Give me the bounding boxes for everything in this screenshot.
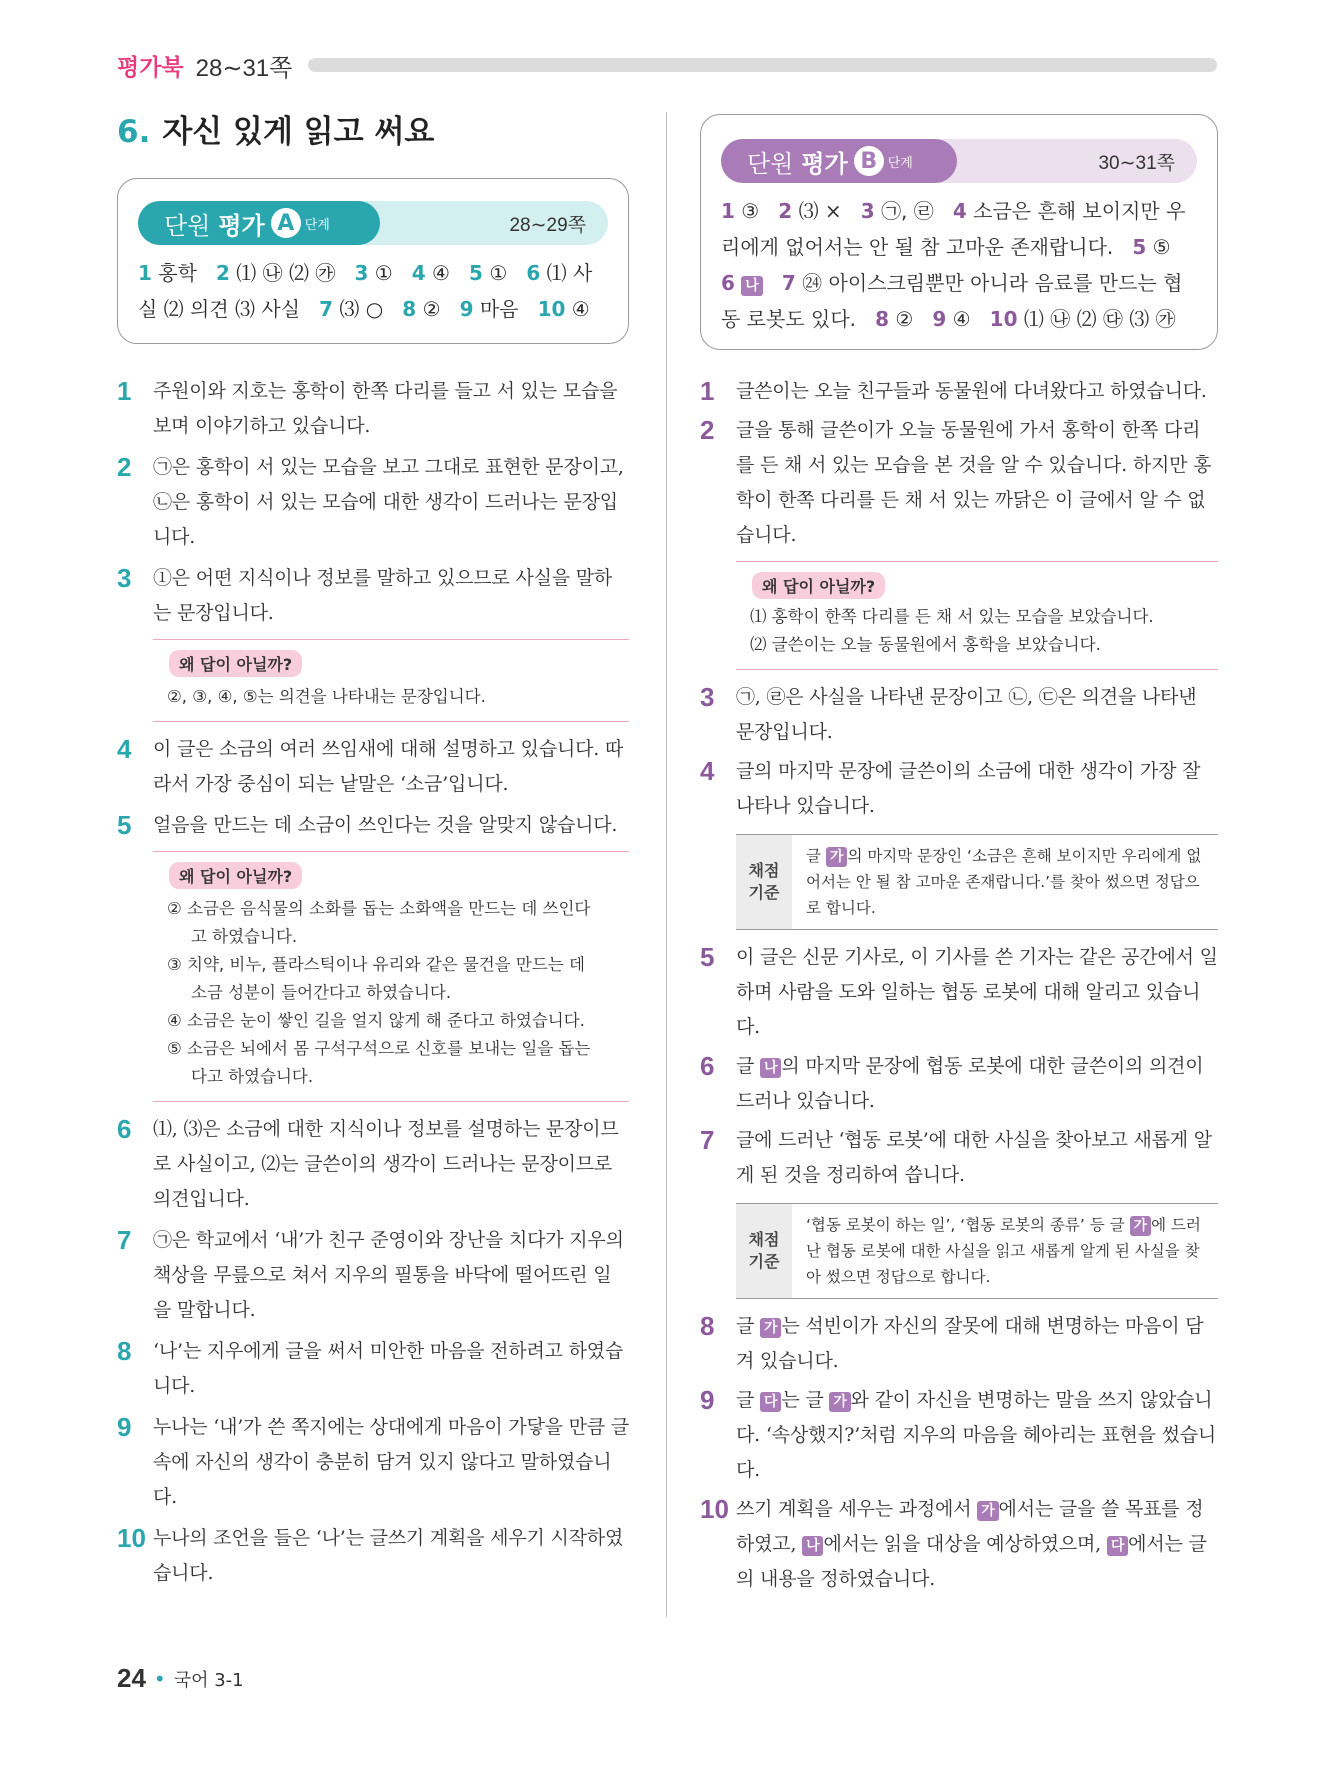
passage-tag: 가 (760, 1318, 781, 1338)
answer-number: 5 (1132, 235, 1147, 259)
scoring-text-part: 에 드러난 협동 로봇에 대한 사실을 읽고 새롭게 알게 된 사실을 찾아 썼으면 정답으로 합니다. (806, 1216, 1201, 1286)
eval-b-level: B (854, 146, 884, 176)
item-number: 9 (700, 1385, 715, 1415)
answer-value: 소금은 흔해 보이지만 우리에게 없어서는 안 될 참 고마운 존재랍니다. (721, 199, 1186, 259)
answer-value: 나 (741, 276, 763, 296)
item-number: 5 (700, 942, 715, 972)
answer-value: 홍학 (158, 261, 197, 285)
item-number: 1 (117, 376, 132, 406)
why-not-line: ②, ③, ④, ⑤는 의견을 나타내는 문장입니다. (167, 687, 486, 706)
why-not-tag: 왜 답이 아닐까? (169, 650, 302, 677)
item-text (736, 1383, 1218, 1488)
why-not-tag: 왜 답이 아닐까? (752, 572, 885, 599)
eval-b-step: 단계 (887, 155, 913, 171)
scoring-label-line: 기준 (748, 1252, 780, 1271)
item-number: 10 (700, 1494, 729, 1524)
explanation-item (117, 374, 629, 444)
why-not-line: 고 하였습니다. (191, 927, 298, 946)
explanation-item (700, 1049, 1218, 1119)
item-number: 7 (117, 1225, 132, 1255)
explanation-item (700, 940, 1218, 1045)
page-header (117, 48, 1217, 82)
item-text: ㉠은 홍학이 서 있는 모습을 보고 그대로 표현한 문장이고, ㉡은 홍학이 서 있는 모습에 대한 생각이 드러나는 문장입니다. (153, 456, 624, 548)
page-number: 24 (117, 1663, 146, 1693)
page-footer (117, 1663, 244, 1694)
passage-tag: 가 (977, 1501, 998, 1521)
unit-name: 자신 있게 읽고 써요 (162, 114, 435, 150)
answer-value: ⑤ (1152, 235, 1171, 259)
why-not-line: ⑴ 홍학이 한쪽 다리를 든 채 서 있는 모습을 보았습니다. (750, 607, 1154, 626)
why-not-line: ③ 치약, 비누, 플라스틱이나 유리와 같은 물건을 만드는 데 (167, 955, 585, 974)
scoring-label-line: 채점 (748, 1230, 780, 1249)
explanation-item (117, 1223, 629, 1328)
eval-a-bar (138, 201, 608, 245)
answer-value: ① (374, 261, 393, 285)
item-text-part: 에서는 읽을 대상을 예상하였으며, (823, 1533, 1107, 1555)
answer-number: 4 (952, 199, 967, 223)
explanation-item (117, 450, 629, 555)
why-not-line: ④ 소금은 눈이 쌓인 길을 얼지 않게 해 준다고 하였습니다. (167, 1011, 585, 1030)
item-text-part: 는 글 (781, 1389, 830, 1411)
item-number: 2 (700, 415, 715, 445)
eval-a-box (117, 178, 629, 344)
answer-number: 7 (319, 297, 334, 321)
item-text (736, 1492, 1218, 1597)
eval-a-word1: 단원 (164, 211, 211, 240)
item-text: 글쓴이는 오늘 친구들과 동물원에 다녀왔다고 하였습니다. (736, 380, 1207, 402)
scoring-label-line: 기준 (748, 883, 780, 902)
answer-number: 3 (860, 199, 875, 223)
header-label: 평가북 (117, 54, 184, 81)
why-not-box (736, 561, 1218, 670)
explanation-item (117, 1521, 629, 1591)
why-not-box (153, 639, 629, 722)
explanation-item (700, 754, 1218, 824)
item-text-part: 에서는 글을 쓸 목표를 정하였고, (736, 1498, 1204, 1555)
item-text (736, 1309, 1218, 1379)
why-not-line: 다고 하였습니다. (191, 1067, 314, 1086)
scoring-label (736, 835, 792, 929)
passage-tag: 다 (760, 1392, 781, 1412)
answer-number: 8 (875, 307, 889, 331)
item-text-part: 글 (736, 1389, 760, 1411)
item-number: 5 (117, 810, 132, 840)
answer-value: ② (895, 307, 914, 331)
eval-a-pages: 28∼29쪽 (509, 214, 586, 236)
answer-number: 3 (354, 261, 369, 285)
why-not-box (153, 851, 629, 1102)
right-column (700, 100, 1218, 1597)
eval-b-box (700, 114, 1218, 350)
item-text: 누나는 ‘내’가 쓴 쪽지에는 상대에게 마음이 가닿을 만큼 글 속에 자신의 생각이 충분히 담겨 있지 않다고 말하였습니다. (153, 1416, 629, 1508)
eval-a-answers (138, 255, 608, 327)
answer-value: ㉔ 아이스크림뿐만 아니라 음료를 만드는 협동 로봇도 있다. (721, 271, 1183, 331)
answer-value: ④ (952, 307, 971, 331)
item-text: 누나의 조언을 들은 ‘나’는 글쓰기 계획을 세우기 시작하였습니다. (153, 1527, 624, 1584)
answer-value: ② (422, 297, 441, 321)
item-text: 글에 드러난 ‘협동 로봇’에 대한 사실을 찾아보고 새롭게 알게 된 것을 정리하여 씁니다. (736, 1129, 1212, 1186)
item-number: 1 (700, 376, 715, 406)
passage-tag: 가 (829, 1392, 850, 1412)
item-number: 6 (117, 1114, 132, 1144)
eval-b-pages: 30∼31쪽 (1098, 152, 1175, 174)
item-text: 글의 마지막 문장에 글쓴이의 소금에 대한 생각이 가장 잘 나타나 있습니다. (736, 760, 1201, 817)
scoring-label-line: 채점 (748, 861, 780, 880)
answer-number: 10 (989, 307, 1018, 331)
answer-value: ⑶ × (798, 199, 842, 223)
item-number: 10 (117, 1523, 146, 1553)
item-text: 이 글은 신문 기사로, 이 기사를 쓴 기자는 같은 공간에서 일하며 사람을 도와 일하는 협동 로봇에 대해 알리고 있습니다. (736, 946, 1218, 1038)
answer-value: ⑴ ㉯ ⑵ ㉰ ⑶ ㉮ (1023, 307, 1176, 331)
item-number: 8 (117, 1336, 132, 1366)
scoring-criteria-box (736, 834, 1218, 930)
eval-b-bar (721, 139, 1197, 183)
passage-tag: 가 (1130, 1216, 1152, 1236)
answer-number: 1 (138, 261, 152, 285)
explanation-item (700, 1309, 1218, 1379)
scoring-text-part: ‘협동 로봇이 하는 일’, ‘협동 로봇의 종류’ 등 글 (806, 1216, 1130, 1234)
footer-dot-icon: • (153, 1666, 166, 1691)
item-text: ‘나’는 지우에게 글을 써서 미안한 마음을 전하려고 하였습니다. (153, 1340, 624, 1397)
item-number: 3 (700, 682, 715, 712)
eval-b-pill (721, 139, 957, 183)
answer-value: ⑴ 사실 ⑵ 의견 ⑶ 사실 (138, 261, 593, 321)
answer-number: 4 (411, 261, 426, 285)
explanation-item (117, 1410, 629, 1515)
explanation-item (700, 680, 1218, 750)
item-number: 4 (700, 756, 715, 786)
explanation-item (700, 1123, 1218, 1193)
unit-title (117, 106, 629, 150)
explanation-item (117, 732, 629, 802)
header-pages: 28∼31쪽 (195, 54, 293, 82)
eval-a-pill (138, 201, 380, 245)
eval-b-word1: 단원 (747, 149, 794, 178)
explanation-item (700, 413, 1218, 553)
item-text-part: 는 석빈이가 자신의 잘못에 대해 변명하는 마음이 담겨 있습니다. (736, 1315, 1204, 1372)
item-text: 글을 통해 글쓴이가 오늘 동물원에 가서 홍학이 한쪽 다리를 든 채 서 있는 모습을 본 것을 알 수 있습니다. 하지만 홍학이 한쪽 다리를 든 채 서 있는 까닭은 이 글에서 알 수 없습니다. (736, 419, 1212, 546)
explanation-item (117, 561, 629, 631)
scoring-label (736, 1204, 792, 1298)
scoring-text (792, 835, 1218, 929)
item-text: ㉠, ㉣은 사실을 나타낸 문장이고 ㉡, ㉢은 의견을 나타낸 문장입니다. (736, 686, 1197, 743)
item-text-part: 쓰기 계획을 세우는 과정에서 (736, 1498, 978, 1520)
answer-value: ④ (432, 261, 450, 285)
answer-number: 2 (778, 199, 793, 223)
answer-value: ③ (741, 199, 760, 223)
passage-tag: 나 (760, 1058, 781, 1078)
answer-number: 6 (526, 261, 541, 285)
item-number: 7 (700, 1125, 715, 1155)
header-bar (308, 58, 1217, 72)
scoring-criteria-box (736, 1203, 1218, 1299)
answer-value: 마음 (479, 297, 519, 321)
answer-value: ④ (571, 297, 590, 321)
book-title: 국어 3-1 (173, 1669, 244, 1691)
item-text-part: 의 마지막 문장에 협동 로봇에 대한 글쓴이의 의견이 드러나 있습니다. (736, 1055, 1204, 1112)
answer-number: 2 (216, 261, 230, 285)
answer-number: 9 (459, 297, 474, 321)
why-not-line: 소금 성분이 들어간다고 하였습니다. (191, 983, 452, 1002)
item-number: 8 (700, 1311, 715, 1341)
eval-a-level: A (271, 208, 301, 238)
answer-number: 9 (932, 307, 947, 331)
item-number: 6 (700, 1051, 715, 1081)
column-divider (666, 112, 667, 1617)
explanation-item (117, 1334, 629, 1404)
why-not-line: ⑵ 글쓴이는 오늘 동물원에서 홍학을 보았습니다. (750, 635, 1101, 654)
item-text-part: 에서는 글의 내용을 정하였습니다. (736, 1533, 1207, 1590)
item-text-part: 글 (736, 1315, 760, 1337)
answer-value: ㉠, ㉣ (881, 199, 934, 223)
scoring-text-part: 의 마지막 문장인 ‘소금은 흔해 보이지만 우리에게 없어서는 안 될 참 고마운 존재랍니다.’를 찾아 썼으면 정답으로 합니다. (806, 847, 1202, 917)
answer-number: 1 (721, 199, 735, 223)
item-text-part: 글 (736, 1055, 760, 1077)
why-not-line: ② 소금은 음식물의 소화를 돕는 소화액을 만드는 데 쓰인다 (167, 899, 591, 918)
eval-b-word2: 평가 (801, 149, 848, 178)
answer-number: 8 (402, 297, 417, 321)
item-number: 2 (117, 452, 132, 482)
explanation-item (700, 1383, 1218, 1488)
eval-a-word2: 평가 (218, 211, 265, 240)
item-text-part: 와 같이 자신을 변명하는 말을 쓰지 않았습니다. ‘속상했지?’처럼 지우의 마음을 헤아리는 표현을 썼습니다. (736, 1389, 1217, 1481)
answer-number: 7 (781, 271, 796, 295)
item-number: 3 (117, 563, 132, 593)
item-text (736, 1049, 1218, 1119)
explanation-item (700, 374, 1218, 409)
eval-a-step: 단계 (304, 217, 330, 233)
item-text: ㉠은 학교에서 ‘내’가 친구 준영이와 장난을 치다가 지우의 책상을 무릎으로 쳐서 지우의 필통을 바닥에 떨어뜨린 일을 말합니다. (153, 1229, 624, 1321)
explanation-item (117, 808, 629, 843)
answer-value: ⑶ ○ (339, 297, 384, 321)
answer-value: ⑴ ㉯ ⑵ ㉮ (236, 261, 336, 285)
explanation-item (117, 1112, 629, 1217)
passage-tag: 가 (826, 847, 848, 867)
item-text: ①은 어떤 지식이나 정보를 말하고 있으므로 사실을 말하는 문장입니다. (153, 567, 613, 624)
passage-tag: 나 (802, 1536, 823, 1556)
why-not-tag: 왜 답이 아닐까? (169, 862, 302, 889)
unit-number: 6. (117, 114, 151, 150)
item-text: ⑴, ⑶은 소금에 대한 지식이나 정보를 설명하는 문장이므로 사실이고, ⑵는 글쓴이의 생각이 드러나는 문장이므로 의견입니다. (153, 1118, 619, 1210)
why-not-line: ⑤ 소금은 뇌에서 몸 구석구석으로 신호를 보내는 일을 돕는 (167, 1039, 591, 1058)
passage-tag: 다 (1107, 1536, 1128, 1556)
answer-number: 5 (469, 261, 483, 285)
item-text: 이 글은 소금의 여러 쓰임새에 대해 설명하고 있습니다. 따라서 가장 중심이 되는 낱말은 ‘소금’입니다. (153, 738, 624, 795)
item-number: 4 (117, 734, 132, 764)
scoring-text (792, 1204, 1218, 1298)
item-text: 주원이와 지호는 홍학이 한쪽 다리를 들고 서 있는 모습을 보며 이야기하고 있습니다. (153, 380, 618, 437)
scoring-text-part: 글 (806, 847, 826, 865)
answer-value: ① (489, 261, 508, 285)
answer-number: 6 (721, 271, 735, 295)
left-column (117, 100, 629, 1591)
item-number: 9 (117, 1412, 132, 1442)
answer-number: 10 (537, 297, 566, 321)
item-text: 얼음을 만드는 데 소금이 쓰인다는 것을 알맞지 않습니다. (153, 814, 618, 836)
explanation-item (700, 1492, 1218, 1597)
eval-b-answers (721, 193, 1197, 337)
